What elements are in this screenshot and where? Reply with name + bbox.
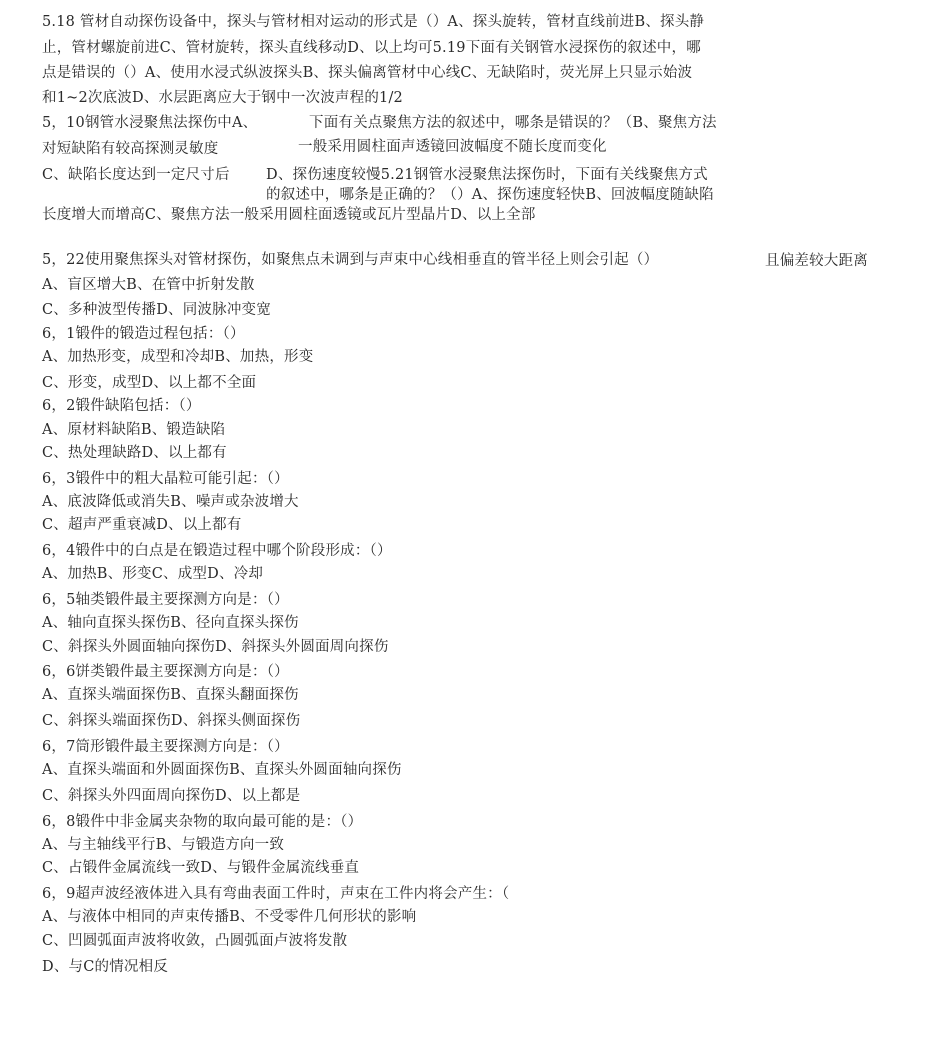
question-5-22-aside: 且偏差较大距离 <box>765 253 868 269</box>
question-5-20-line-2: 一般采用圆柱面声透镜回波幅度不随长度而变化 <box>298 139 607 155</box>
question-6-3-stem: 6，3锻件中的粗大晶粒可能引起：（） <box>42 471 289 487</box>
question-6-6-options-1: A、直探头端面探伤B、直探头翻面探伤 <box>42 687 299 703</box>
question-5-21-line-3: 长度增大而增高C、聚焦方法一般采用圆柱面透镜或瓦片型晶片D、以上全部 <box>42 207 536 223</box>
question-6-6-stem: 6，6饼类锻件最主要探测方向是：（） <box>42 664 289 680</box>
question-5-18-line-1: 5.18 管材自动探伤设备中，探头与管材相对运动的形式是（）A、探头旋转，管材直线前进B、探头静 <box>42 14 705 30</box>
question-6-5-stem: 6，5轴类锻件最主要探测方向是：（） <box>42 592 289 608</box>
question-6-3-options-2: C、超声严重衰减D、以上都有 <box>42 517 242 533</box>
question-5-21-line-2: 的叙述中，哪条是正确的？（）A、探伤速度轻快B、回波幅度随缺陷 <box>266 187 714 203</box>
question-6-5-options-2: C、斜探头外圆面轴向探伤D、斜探头外圆面周向探伤 <box>42 639 389 655</box>
question-6-2-stem: 6，2锻件缺陷包括：（） <box>42 398 201 414</box>
question-6-8-stem: 6，8锻件中非金属夹杂物的取向最可能的是：（） <box>42 814 363 830</box>
question-6-7-options-1: A、直探头端面和外圆面探伤B、直探头外圆面轴向探伤 <box>42 762 402 778</box>
question-5-10-line-3: C、缺陷长度达到一定尺寸后 <box>42 167 230 183</box>
question-6-1-stem: 6，1锻件的锻造过程包括：（） <box>42 326 245 342</box>
question-6-1-options-2: C、形变，成型D、以上都不全面 <box>42 375 257 391</box>
question-6-3-options-1: A、底波降低或消失B、噪声或杂波增大 <box>42 494 299 510</box>
question-6-4-options: A、加热B、形变C、成型D、冷却 <box>42 566 264 582</box>
question-6-9-options-1: A、与液体中相同的声束传播B、不受零件几何形状的影响 <box>42 909 417 925</box>
question-6-6-options-2: C、斜探头端面探伤D、斜探头侧面探伤 <box>42 713 301 729</box>
question-5-10-line-2: 对短缺陷有较高探测灵敏度 <box>42 141 219 157</box>
question-6-8-options-2: C、占锻件金属流线一致D、与锻件金属流线垂直 <box>42 860 360 876</box>
question-6-8-options-1: A、与主轴线平行B、与锻造方向一致 <box>42 837 285 853</box>
question-6-9-options-2: C、凹圆弧面声波将收敛，凸圆弧面卢波将发散 <box>42 933 348 949</box>
question-6-2-options-1: A、原材料缺陷B、锻造缺陷 <box>42 422 226 438</box>
question-6-9-stem: 6，9超声波经液体进入具有弯曲表面工件时，声束在工件内将会产生：（ <box>42 886 510 902</box>
question-6-7-stem: 6，7筒形锻件最主要探测方向是：（） <box>42 739 289 755</box>
question-5-22-options-2: C、多种波型传播D、同波脉冲变宽 <box>42 302 271 318</box>
question-6-7-options-2: C、斜探头外四面周向探伤D、以上都是 <box>42 788 301 804</box>
question-5-18-line-2: 止，管材螺旋前进C、管材旋转，探头直线移动D、以上均可5.19下面有关钢管水浸探伤的叙述中，哪 <box>42 40 701 56</box>
question-5-22-stem: 5，22使用聚焦探头对管材探伤，如聚焦点未调到与声束中心线相垂直的管半径上则会引起（） <box>42 252 659 268</box>
question-5-20-line-1: 下面有关点聚焦方法的叙述中，哪条是错误的？（B、聚焦方法 <box>309 115 717 131</box>
question-6-9-options-3: D、与C的情况相反 <box>42 959 169 975</box>
question-5-19-line-2: 和1~2次底波D、水层距离应大于钢中一次波声程的1/2 <box>42 90 403 106</box>
question-6-4-stem: 6，4锻件中的白点是在锻造过程中哪个阶段形成：（） <box>42 543 392 559</box>
question-5-10-start: 5，10钢管水浸聚焦法探伤中A、 <box>42 115 258 131</box>
question-5-19-line-1: 点是错误的（）A、使用水浸式纵波探头B、探头偏离管材中心线C、无缺陷时，荧光屏上只显示始波 <box>42 65 693 81</box>
question-6-5-options-1: A、轴向直探头探伤B、径向直探头探伤 <box>42 615 299 631</box>
question-5-21-line-1: D、探伤速度较慢5.21钢管水浸聚焦法探伤时，下面有关线聚焦方式 <box>266 167 708 183</box>
question-6-1-options-1: A、加热形变，成型和冷却B、加热，形变 <box>42 349 314 365</box>
question-6-2-options-2: C、热处理缺路D、以上都有 <box>42 445 227 461</box>
question-5-22-options-1: A、盲区增大B、在管中折射发散 <box>42 277 255 293</box>
